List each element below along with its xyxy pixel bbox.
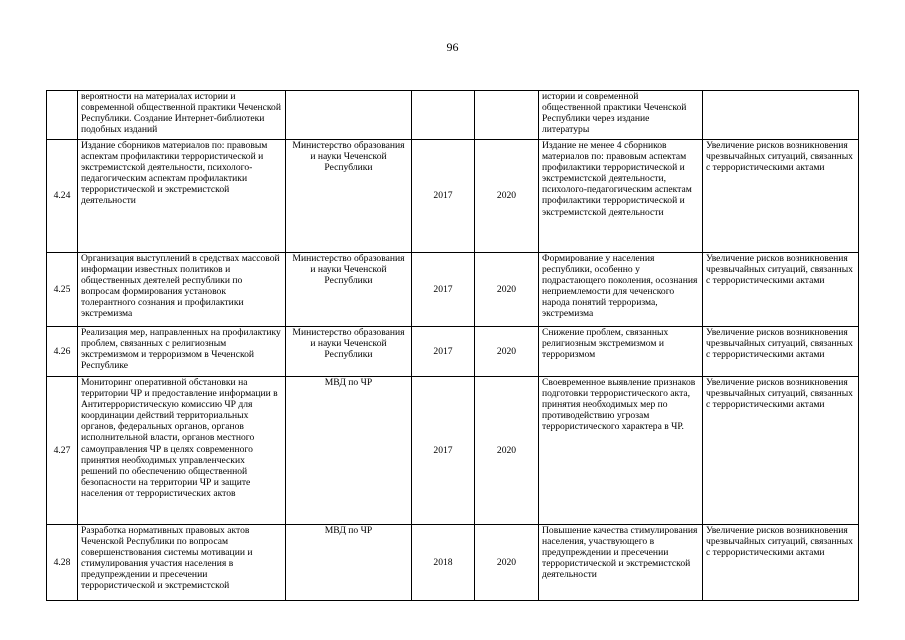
program-measures-table <box>46 90 859 601</box>
result-cell: Формирование у населения республики, особенно у подрастающего поколения, осознания неприемлемости для чеченского народа понятий терроризма, экстремизма <box>539 253 703 327</box>
executor-cell: МВД по ЧР <box>286 525 412 601</box>
end-year-cell: 2020 <box>475 140 539 253</box>
end-year-cell: 2020 <box>475 377 539 525</box>
end-year-cell: 2020 <box>475 525 539 601</box>
start-year-cell: 2017 <box>412 140 475 253</box>
start-year-cell: 2018 <box>412 525 475 601</box>
executor-cell: Министерство образования и науки Чеченской Республики <box>286 327 412 377</box>
result-cell: истории и современной общественной практики Чеченской Республики через издание литературы <box>539 91 703 140</box>
risk-cell: Увеличение рисков возникновения чрезвычайных ситуаций, связанных с террористическими актами <box>703 525 859 601</box>
event-cell: Разработка нормативных правовых актов Чеченской Республики по вопросам совершенствования системы мотивации и стимулирования участия населения в предупреждении и пресечении террористической и экстремистской <box>78 525 286 601</box>
event-cell: Мониторинг оперативной обстановки на территории ЧР и предоставление информации в Антитеррористическую комиссию ЧР для координации действий территориальных органов, федеральных органов, органов исполнительной власти, органов местного самоуправления ЧР в целях современного принятия необходимых управленческих решений по обеспечению общественной безопасности на территории ЧР и защите населения от террористических актов <box>78 377 286 525</box>
row-number: 4.26 <box>47 327 78 377</box>
table-row <box>47 140 859 253</box>
table-row <box>47 377 859 525</box>
row-number <box>47 91 78 140</box>
executor-cell: МВД по ЧР <box>286 377 412 525</box>
row-number: 4.27 <box>47 377 78 525</box>
table-row <box>47 525 859 601</box>
result-cell: Издание не менее 4 сборников материалов по: правовым аспектам профилактики террористической и экстремистской деятельности, психолого-педагогическим аспектам профилактики террористической и экстремистской деятельности <box>539 140 703 253</box>
start-year-cell: 2017 <box>412 253 475 327</box>
table-row <box>47 327 859 377</box>
row-number: 4.24 <box>47 140 78 253</box>
start-year-cell <box>412 91 475 140</box>
row-number: 4.28 <box>47 525 78 601</box>
event-cell: вероятности на материалах истории и современной общественной практики Чеченской Республики. Создание Интернет-библиотеки подобных изданий <box>78 91 286 140</box>
executor-cell <box>286 91 412 140</box>
event-cell: Издание сборников материалов по: правовым аспектам профилактики террористической и экстремистской деятельности, психолого-педагогическим аспектам профилактики террористической и экстремистской деятельности <box>78 140 286 253</box>
end-year-cell: 2020 <box>475 327 539 377</box>
risk-cell: Увеличение рисков возникновения чрезвычайных ситуаций, связанных с террористическими актами <box>703 377 859 525</box>
event-cell: Реализация мер, направленных на профилактику проблем, связанных с религиозным экстремизмом и терроризмом в Чеченской Республике <box>78 327 286 377</box>
event-cell: Организация выступлений в средствах массовой информации известных политиков и общественных деятелей республики по вопросам формирования установок толерантного сознания и профилактики экстремизма <box>78 253 286 327</box>
table-row <box>47 253 859 327</box>
executor-cell: Министерство образования и науки Чеченской Республики <box>286 140 412 253</box>
page-number: 96 <box>446 40 459 54</box>
executor-cell: Министерство образования и науки Чеченской Республики <box>286 253 412 327</box>
end-year-cell: 2020 <box>475 253 539 327</box>
risk-cell <box>703 91 859 140</box>
end-year-cell <box>475 91 539 140</box>
risk-cell: Увеличение рисков возникновения чрезвычайных ситуаций, связанных с террористическими актами <box>703 253 859 327</box>
table-row <box>47 91 859 140</box>
result-cell: Снижение проблем, связанных религиозным экстремизмом и терроризмом <box>539 327 703 377</box>
result-cell: Повышение качества стимулирования населения, участвующего в предупреждении и пресечении террористической и экстремистской деятельности <box>539 525 703 601</box>
row-number: 4.25 <box>47 253 78 327</box>
start-year-cell: 2017 <box>412 377 475 525</box>
start-year-cell: 2017 <box>412 327 475 377</box>
risk-cell: Увеличение рисков возникновения чрезвычайных ситуаций, связанных с террористическими актами <box>703 140 859 253</box>
result-cell: Своевременное выявление признаков подготовки террористического акта, принятия необходимых мер по противодействию угрозам террористического характера в ЧР. <box>539 377 703 525</box>
risk-cell: Увеличение рисков возникновения чрезвычайных ситуаций, связанных с террористическими актами <box>703 327 859 377</box>
